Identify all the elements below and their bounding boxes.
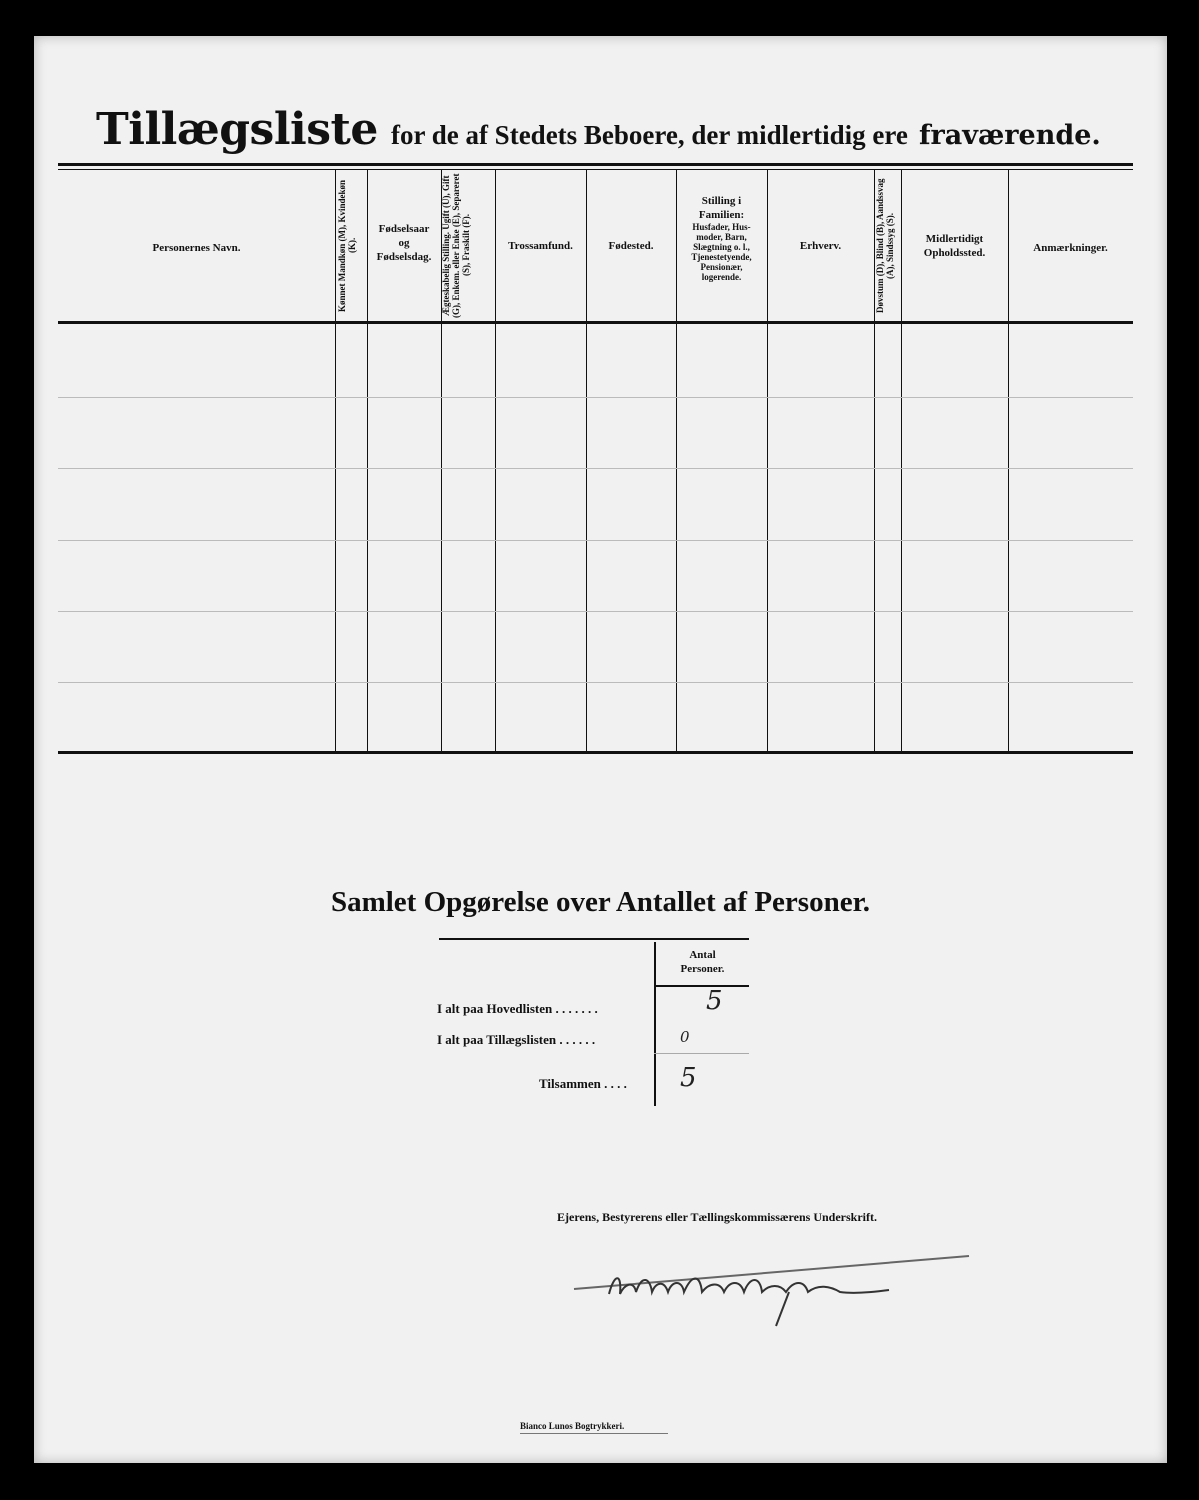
form-title-rest-bold: fraværende. <box>918 120 1101 151</box>
row-line <box>58 397 1133 398</box>
header-stilling-detail <box>676 222 767 282</box>
handwritten-signature <box>564 1244 984 1334</box>
header-stilling-line: Pensionær, <box>700 262 743 272</box>
table-top-rule <box>58 163 1133 166</box>
header-stilling-line: Slægtning o. l., <box>693 242 750 252</box>
header-stilling-line: Tjenestetyende, <box>691 252 752 262</box>
row-line <box>58 540 1133 541</box>
form-title <box>96 104 1136 155</box>
col-sep <box>495 169 496 751</box>
summary-column-header <box>656 948 749 976</box>
col-sep <box>767 169 768 751</box>
signature-stroke <box>609 1278 889 1294</box>
header-stilling <box>676 194 767 282</box>
header-fodselsaar-line: Fødselsaar <box>378 223 430 235</box>
summary-title: Samlet Opgørelse over Antallet af Personer. <box>330 886 871 918</box>
header-trossamfund: Trossamfund. <box>508 240 573 252</box>
header-stilling-line: logerende. <box>701 272 742 282</box>
header-fodselsaar-line: og <box>398 237 410 249</box>
summary-top-rule <box>439 938 749 940</box>
census-form-sheet <box>34 36 1167 1463</box>
header-fodested: Fødested. <box>608 240 654 252</box>
header-opholdssted <box>901 232 1008 260</box>
summary-row-label: I alt paa Tillægslisten . . . . . . <box>437 1032 596 1047</box>
table-top-rule-thin <box>58 169 1133 170</box>
header-opholdssted-line: Midlertidigt <box>925 233 984 245</box>
signature-descender <box>776 1292 789 1326</box>
col-sep <box>1008 169 1009 751</box>
table-bottom-rule <box>58 751 1133 754</box>
header-stilling-line: Familien: <box>698 209 745 221</box>
header-fodselsaar-line: Fødselsdag. <box>376 251 432 263</box>
summary-subtotal-rule <box>654 1053 749 1054</box>
form-title-rest: for de af Stedets Beboere, der midlertidig ere <box>390 120 908 150</box>
header-dovstum: Døvstum (D), Blind (B), Aandssvag (A), Sindssyg (S). <box>875 178 895 313</box>
header-opholdssted-line: Opholdssted. <box>923 247 986 259</box>
col-sep <box>586 169 587 751</box>
summary-header-rule <box>654 985 749 987</box>
header-stilling-line: Stilling i <box>701 195 742 207</box>
table-header-rule <box>58 321 1133 324</box>
header-kjonnet: Kønnet Mandkøn (M), Kvindekøn (K). <box>337 179 357 312</box>
printer-imprint: Bianco Lunos Bogtrykkeri. <box>520 1421 625 1431</box>
signature-underline <box>574 1256 969 1289</box>
summary-row-label: Tilsammen . . . . <box>539 1076 627 1091</box>
summary-column-header-line: Personer. <box>680 963 725 975</box>
form-title-main: Tillægsliste <box>96 104 378 155</box>
row-line <box>58 468 1133 469</box>
printer-rule <box>520 1433 668 1434</box>
col-sep <box>335 169 336 751</box>
header-anmaerkninger: Anmærkninger. <box>1033 242 1108 254</box>
summary-row-value: 5 <box>706 986 723 1016</box>
row-line <box>58 611 1133 612</box>
summary-row-value: 0 <box>680 1028 690 1046</box>
header-aegteskab: Ægteskabelig Stilling. Ugift (U), Gift (G), Enkem. eller Enke (E), Separeret (S), Fraskilt (F). <box>441 173 471 318</box>
summary-row-label: I alt paa Hovedlisten . . . . . . . <box>437 1001 598 1016</box>
summary-column-header-line: Antal <box>689 949 716 961</box>
header-stilling-line: moder, Barn, <box>696 232 747 242</box>
summary-row-value: 5 <box>680 1063 697 1093</box>
row-line <box>58 682 1133 683</box>
header-erhverv: Erhverv. <box>799 240 842 252</box>
header-fodselsaar <box>367 222 441 264</box>
header-personernes-navn: Personernes Navn. <box>152 242 241 254</box>
signature-caption: Ejerens, Bestyrerens eller Tællingskommissærens Underskrift. <box>557 1210 877 1224</box>
header-stilling-line: Husfader, Hus- <box>692 222 751 232</box>
